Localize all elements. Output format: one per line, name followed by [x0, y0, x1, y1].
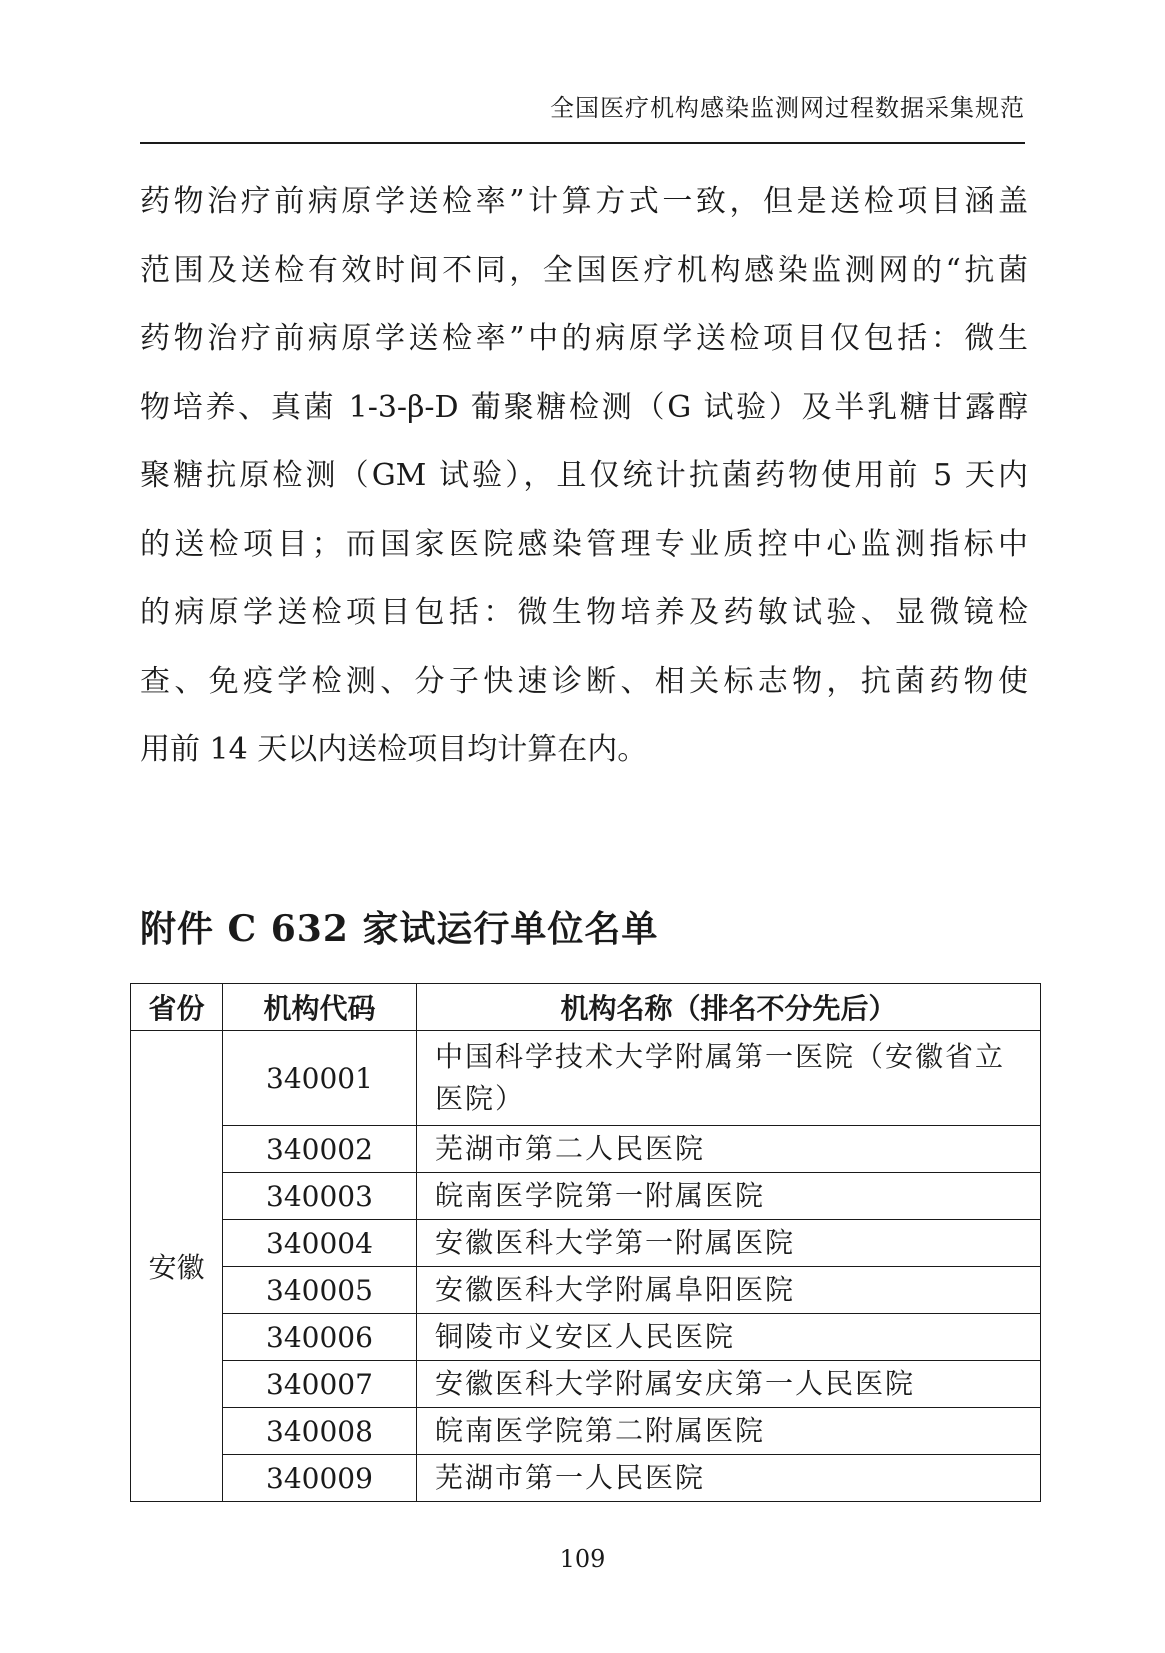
table-row: [131, 1314, 1041, 1361]
body-line: 聚糖抗原检测（GM 试验），且仅统计抗菌药物使用前 5 天内: [140, 458, 1028, 493]
body-line: 查、免疫学检测、分子快速诊断、相关标志物，抗菌药物使: [140, 663, 1028, 699]
institution-name: 安徽医科大学第一附属医院: [417, 1220, 1041, 1267]
body-paragraph: [140, 168, 1028, 785]
column-header-code: 机构代码: [223, 984, 417, 1031]
institution-code: 340002: [223, 1126, 417, 1173]
header-title: 全国医疗机构感染监测网过程数据采集规范: [550, 94, 1025, 122]
body-line: 药物治疗前病原学送检率”计算方式一致，但是送检项目涵盖: [140, 184, 1028, 219]
province-cell: 安徽: [131, 1031, 223, 1502]
institution-name: 安徽医科大学附属安庆第一人民医院: [417, 1361, 1041, 1408]
running-header: [140, 92, 1025, 144]
institution-code: 340008: [223, 1408, 417, 1455]
institution-code: 340006: [223, 1314, 417, 1361]
appendix-title: 附件 C 632 家试运行单位名单: [140, 908, 659, 950]
table-row: [131, 1031, 1041, 1126]
institution-name: 铜陵市义安区人民医院: [417, 1314, 1041, 1361]
institution-name: 皖南医学院第二附属医院: [417, 1408, 1041, 1455]
page-number: 109: [559, 1545, 606, 1573]
table-row: [131, 1455, 1041, 1502]
body-line: 药物治疗前病原学送检率”中的病原学送检项目仅包括：微生: [140, 321, 1028, 356]
institution-name: 皖南医学院第一附属医院: [417, 1173, 1041, 1220]
body-line: 的送检项目；而国家医院感染管理专业质控中心监测指标中: [140, 526, 1028, 562]
institution-code: 340007: [223, 1361, 417, 1408]
column-header-province: 省份: [131, 984, 223, 1031]
table-row: [131, 1408, 1041, 1455]
institution-code: 340003: [223, 1173, 417, 1220]
body-line: 物培养、真菌 1-3-β-D 葡聚糖检测（G 试验）及半乳糖甘露醇: [140, 389, 1028, 425]
table-header-row: [131, 984, 1041, 1031]
institution-name: 安徽医科大学附属阜阳医院: [417, 1267, 1041, 1314]
institution-code: 340004: [223, 1220, 417, 1267]
institution-name: 芜湖市第二人民医院: [417, 1126, 1041, 1173]
table-row: [131, 1173, 1041, 1220]
column-header-name: 机构名称（排名不分先后）: [417, 984, 1041, 1031]
table-row: [131, 1126, 1041, 1173]
institution-name: 芜湖市第一人民医院: [417, 1455, 1041, 1502]
body-line: 用前 14 天以内送检项目均计算在内。: [140, 732, 648, 767]
institution-code: 340001: [223, 1031, 417, 1126]
table-row: [131, 1361, 1041, 1408]
table-row: [131, 1220, 1041, 1267]
body-line: 的病原学送检项目包括：微生物培养及药敏试验、显微镜检: [140, 595, 1028, 630]
body-line: 范围及送检有效时间不同，全国医疗机构感染监测网的“抗菌: [140, 252, 1028, 288]
table-row: [131, 1267, 1041, 1314]
institution-table: [130, 983, 1041, 1502]
institution-code: 340005: [223, 1267, 417, 1314]
institution-name: 中国科学技术大学附属第一医院（安徽省立医院）: [417, 1031, 1041, 1126]
institution-code: 340009: [223, 1455, 417, 1502]
